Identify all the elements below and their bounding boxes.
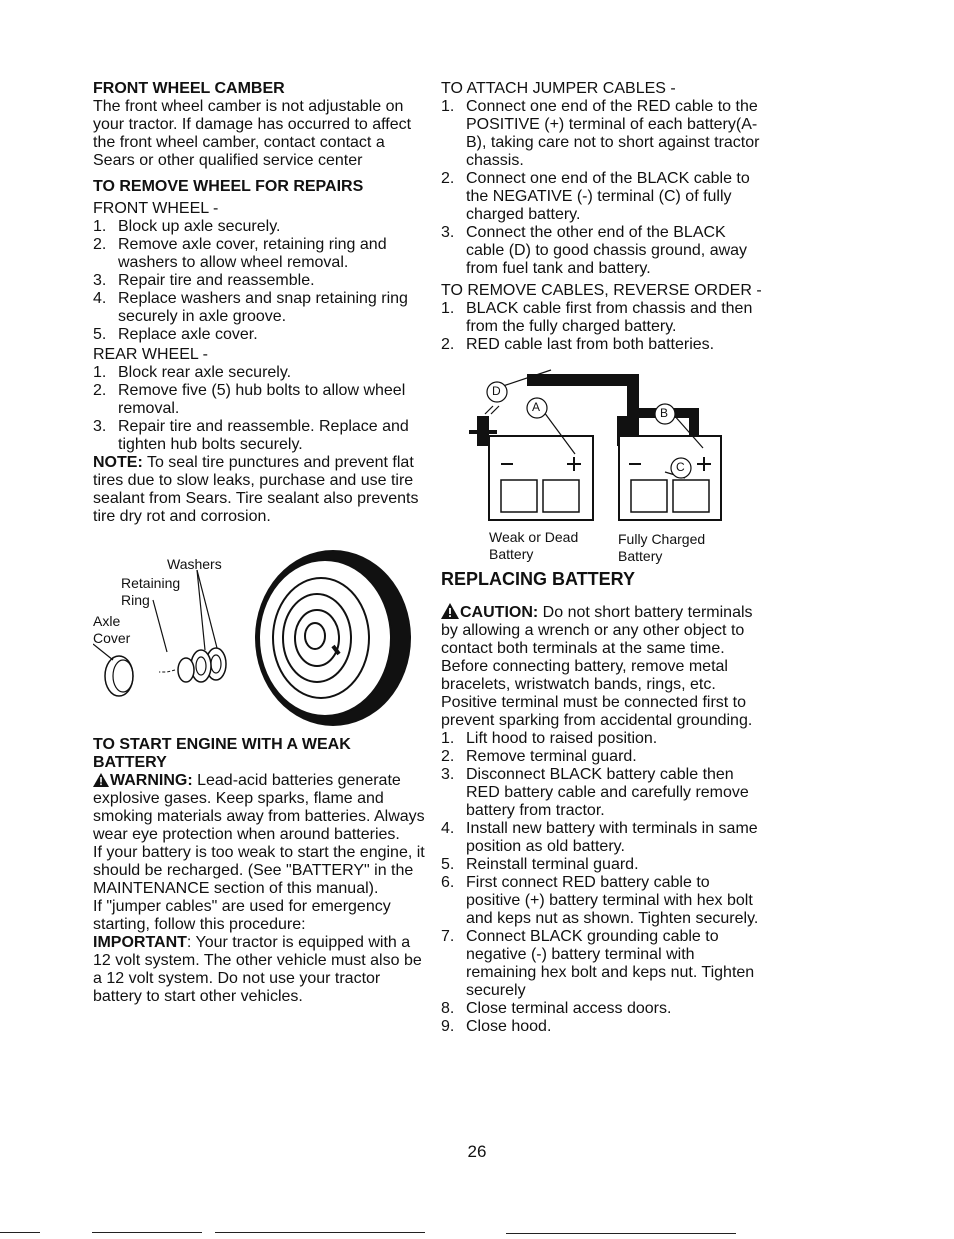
list-item: 1. Block rear axle securely. [93, 364, 292, 381]
wheel-diagram [93, 546, 423, 726]
list-item: 7. Connect BLACK grounding cable to negative (-) battery terminal with remaining hex bolt and keps nut. Tighten securely [441, 928, 755, 999]
bottom-rule [0, 1232, 40, 1233]
battery-figure [441, 368, 741, 563]
warning-icon [93, 773, 109, 787]
list-item: 3. Connect the other end of the BLACK cable (D) to good chassis ground, away from fuel tank and battery. [441, 224, 748, 277]
note-paragraph: NOTE: To seal tire punctures and prevent flat tires due to slow leaks, purchase and use tire sealant from Sears. Tire sealant also prevents tire dry rot and corrosion. [93, 454, 419, 525]
list-item: 1. Block up axle securely. [93, 218, 281, 235]
list-item: 4. Install new battery with terminals in same position as old battery. [441, 820, 758, 855]
remove-cables-steps [441, 300, 766, 354]
remove-wheel-heading: TO REMOVE WHEEL FOR REPAIRS [93, 178, 364, 195]
callout-b: B [660, 406, 669, 420]
rear-wheel-label: REAR WHEEL - [93, 346, 208, 363]
list-item: 1. Lift hood to raised position. [441, 730, 658, 747]
warning-paragraph: WARNING: Lead-acid batteries generate explosive gases. Keep sparks, flame and smoking materials away from batteries. Always wear eye protection when around batteries. [93, 772, 425, 843]
retaining-label: Retaining [121, 575, 181, 591]
list-item: 8. Close terminal access doors. [441, 1000, 672, 1017]
page-number: 26 [467, 1142, 487, 1161]
list-item: 5. Reinstall terminal guard. [441, 856, 639, 873]
list-item: 2. Remove five (5) hub bolts to allow wheel removal. [93, 382, 406, 417]
replacing-battery-heading: REPLACING BATTERY [441, 569, 636, 589]
callout-d: D [492, 384, 501, 398]
replace-steps [441, 730, 766, 1036]
wheel-figure [93, 546, 423, 726]
jumper-paragraph: If "jumper cables" are used for emergency starting, follow this procedure: [93, 898, 391, 933]
weak-battery-label: Weak or Dead [489, 529, 579, 545]
list-item: 6. First connect RED battery cable to positive (+) battery terminal with hex bolt and keps nut as shown. Tighten securely. [441, 874, 759, 927]
bottom-rule [215, 1232, 425, 1233]
caution-paragraph: CAUTION: Do not short battery terminals by allowing a wrench or any other object to contact both terminals at the same time. Before connecting battery, remove metal bracelets, wristwatch bands, rings, etc. [441, 604, 753, 693]
ring-label: Ring [121, 592, 150, 608]
attach-heading: TO ATTACH JUMPER CABLES - [441, 80, 676, 97]
full-battery-label: Fully Charged [618, 531, 706, 547]
list-item: 3. Repair tire and reassemble. [93, 272, 315, 289]
rear-wheel-steps [93, 364, 428, 454]
cover-label: Cover [93, 630, 131, 646]
list-item: 4. Replace washers and snap retaining ring securely in axle groove. [93, 290, 408, 325]
front-wheel-steps [93, 218, 428, 344]
camber-heading: FRONT WHEEL CAMBER [93, 80, 285, 97]
weak-battery-label-2: Battery [489, 546, 534, 562]
list-item: 3. Disconnect BLACK battery cable then RED battery cable and carefully remove battery from tractor. [441, 766, 749, 819]
camber-paragraph: The front wheel camber is not adjustable on your tractor. If damage has occurred to affect the front wheel camber, contact contact a Sears or other qualified service center [93, 98, 412, 169]
bottom-rule [506, 1233, 736, 1234]
axle-label: Axle [93, 613, 121, 629]
list-item: 2. Remove terminal guard. [441, 748, 637, 765]
list-item: 9. Close hood. [441, 1018, 552, 1035]
start-engine-heading: TO START ENGINE WITH A WEAK BATTERY [93, 736, 351, 771]
bottom-rule [92, 1232, 202, 1233]
list-item: 1. Connect one end of the RED cable to the POSITIVE (+) terminal of each battery(A-B), taking care not to short against tractor chassis. [441, 98, 760, 169]
callout-c: C [676, 460, 685, 474]
washers-label: Washers [167, 556, 222, 572]
list-item: 2. RED cable last from both batteries. [441, 336, 715, 353]
remove-cables-heading: TO REMOVE CABLES, REVERSE ORDER - [441, 282, 762, 299]
caution-icon [441, 603, 459, 619]
front-wheel-label: FRONT WHEEL - [93, 200, 219, 217]
attach-steps [441, 98, 766, 278]
callout-a: A [532, 400, 541, 414]
list-item: 2. Remove axle cover, retaining ring and washers to allow wheel removal. [93, 236, 387, 271]
right-column [441, 80, 766, 1036]
important-paragraph: IMPORTANT: Your tractor is equipped with a 12 volt system. The other vehicle must also be a 12 volt system. Do not use your tractor battery to start other vehicles. [93, 934, 422, 1005]
list-item: 1. BLACK cable first from chassis and then from the fully charged battery. [441, 300, 753, 335]
list-item: 2. Connect one end of the BLACK cable to the NEGATIVE (-) terminal (C) of fully charged battery. [441, 170, 750, 223]
recharge-paragraph: If your battery is too weak to start the engine, it should be recharged. (See "BATTERY" in the MAINTENANCE section of this manual). [93, 844, 425, 897]
list-item: 3. Repair tire and reassemble. Replace and tighten hub bolts securely. [93, 418, 409, 453]
list-item: 5. Replace axle cover. [93, 326, 258, 343]
positive-paragraph: Positive terminal must be connected first to prevent sparking from accidental grounding. [441, 694, 753, 729]
battery-diagram [441, 368, 741, 533]
full-battery-label-2: Battery [618, 548, 663, 564]
left-column [93, 80, 428, 1006]
